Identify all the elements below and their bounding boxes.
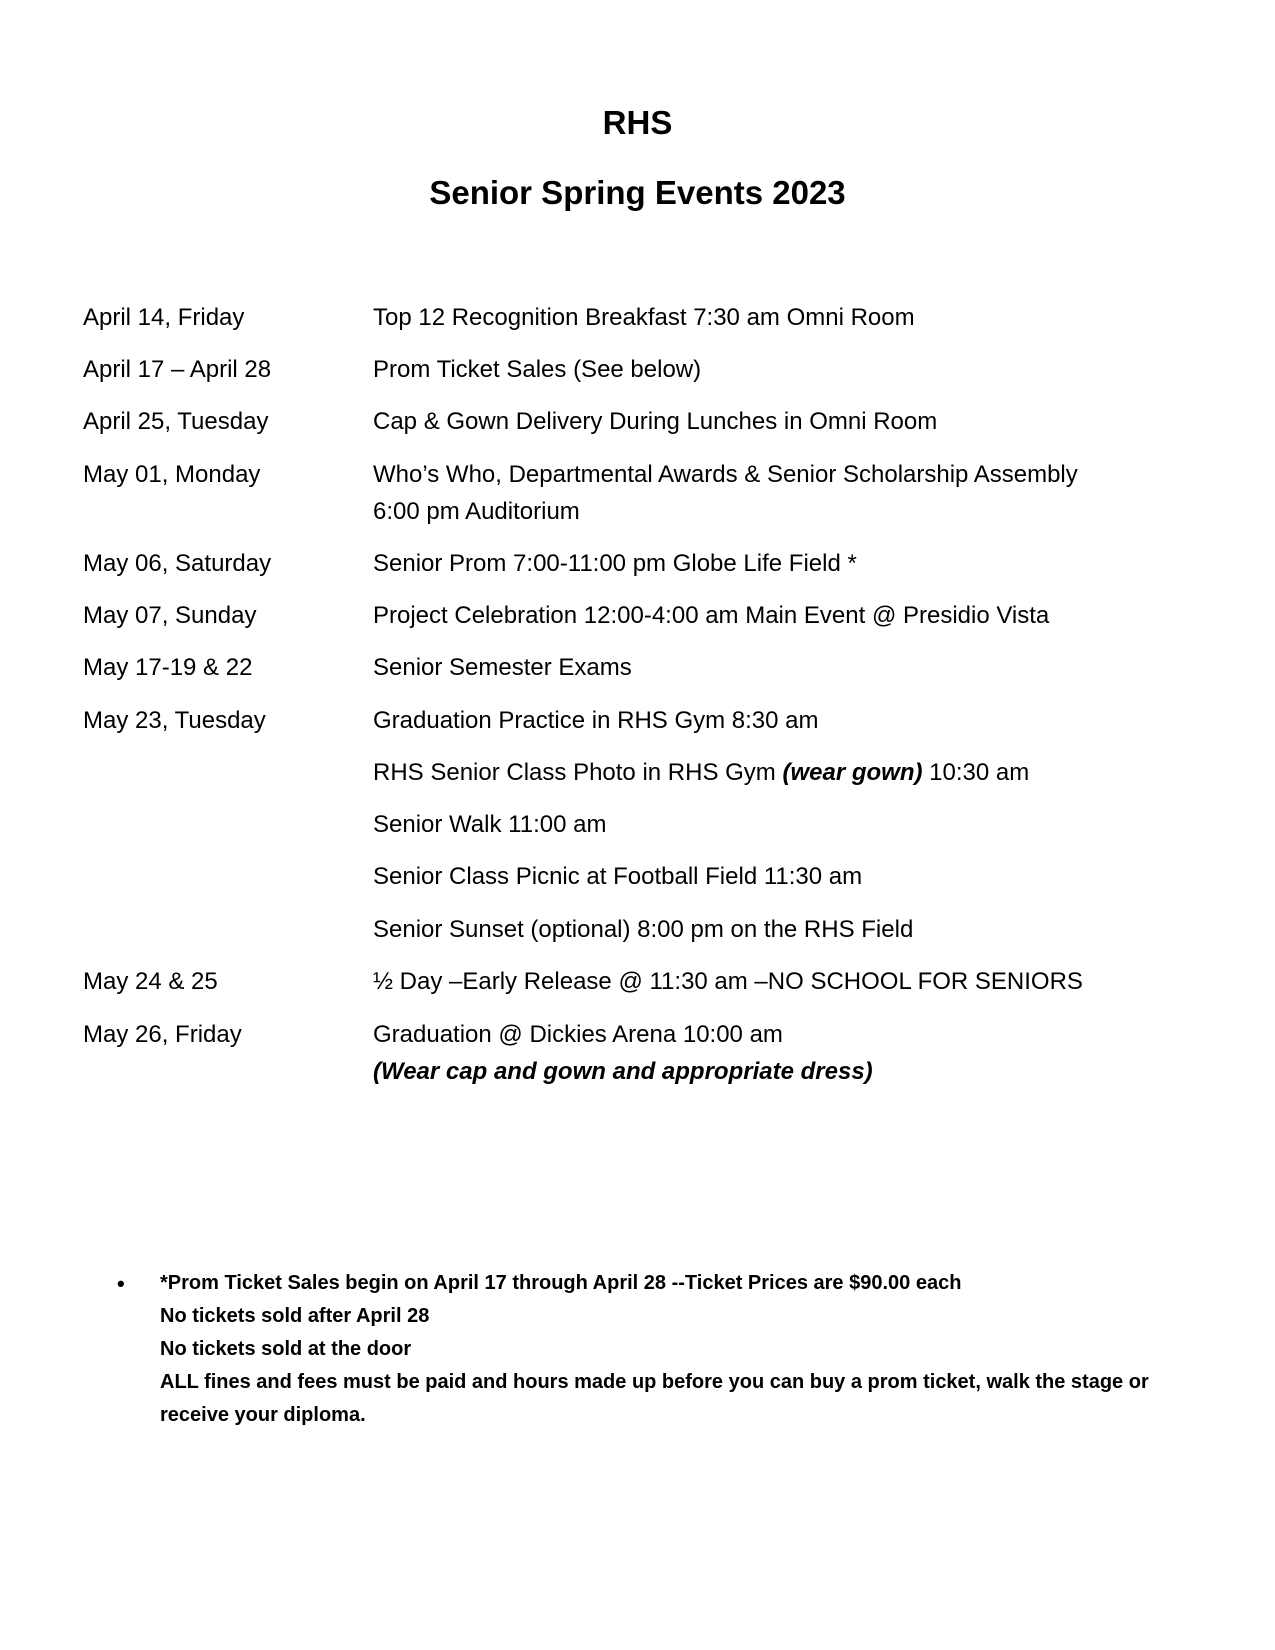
event-description xyxy=(373,1016,1213,1090)
event-date: May 24 & 25 xyxy=(83,968,218,995)
event-date: May 26, Friday xyxy=(83,1021,242,1048)
event-date: May 06, Saturday xyxy=(83,550,272,577)
event-dress-note: (Wear cap and gown and appropriate dress) xyxy=(373,1058,873,1085)
event-date: May 01, Monday xyxy=(83,461,261,488)
event-description: Senior Semester Exams xyxy=(373,654,632,681)
note-line: No tickets sold after April 28 xyxy=(160,1305,430,1327)
note-line: ALL fines and fees must be paid and hours made up before you can buy a prom ticket, walk the stage or receive your diploma. xyxy=(160,1371,1149,1426)
event-description: Prom Ticket Sales (See below) xyxy=(373,356,702,383)
event-text: 10:30 am xyxy=(922,759,1030,786)
note-line: *Prom Ticket Sales begin on April 17 through April 28 --Ticket Prices are $90.00 each xyxy=(160,1272,962,1294)
event-description: Senior Walk 11:00 am xyxy=(373,811,607,838)
event-description: Senior Class Picnic at Football Field 11:30 am xyxy=(373,863,863,890)
event-description: Cap & Gown Delivery During Lunches in Omni Room xyxy=(373,408,938,435)
event-date: May 17-19 & 22 xyxy=(83,654,253,681)
event-description-line: Graduation @ Dickies Arena 10:00 am xyxy=(373,1021,783,1048)
page-title: Senior Spring Events 2023 xyxy=(429,174,846,211)
event-description: Graduation Practice in RHS Gym 8:30 am xyxy=(373,707,819,734)
bullet-icon: • xyxy=(117,1271,125,1296)
event-date: May 23, Tuesday xyxy=(83,707,266,734)
event-description: Top 12 Recognition Breakfast 7:30 am Omni Room xyxy=(373,304,915,331)
event-date: April 25, Tuesday xyxy=(83,408,269,435)
event-date: May 07, Sunday xyxy=(83,602,257,629)
event-emphasis: (wear gown) xyxy=(782,759,923,786)
event-description xyxy=(373,456,1213,530)
event-date: April 17 – April 28 xyxy=(83,356,272,383)
event-description: Project Celebration 12:00-4:00 am Main Event @ Presidio Vista xyxy=(373,602,1050,629)
event-description-line: 6:00 pm Auditorium xyxy=(373,498,580,525)
event-date: April 14, Friday xyxy=(83,304,245,331)
note-line: No tickets sold at the door xyxy=(160,1338,412,1360)
event-description: Senior Prom 7:00-11:00 pm Globe Life Field * xyxy=(373,550,857,577)
event-text: RHS Senior Class Photo in RHS Gym xyxy=(373,759,783,786)
event-description xyxy=(373,754,1213,791)
school-name-heading: RHS xyxy=(602,104,673,141)
event-description: ½ Day –Early Release @ 11:30 am –NO SCHOOL FOR SENIORS xyxy=(373,968,1083,995)
event-description: Senior Sunset (optional) 8:00 pm on the RHS Field xyxy=(373,916,914,943)
notes-text xyxy=(160,1267,1160,1432)
event-description-line: Who’s Who, Departmental Awards & Senior Scholarship Assembly xyxy=(373,461,1078,488)
